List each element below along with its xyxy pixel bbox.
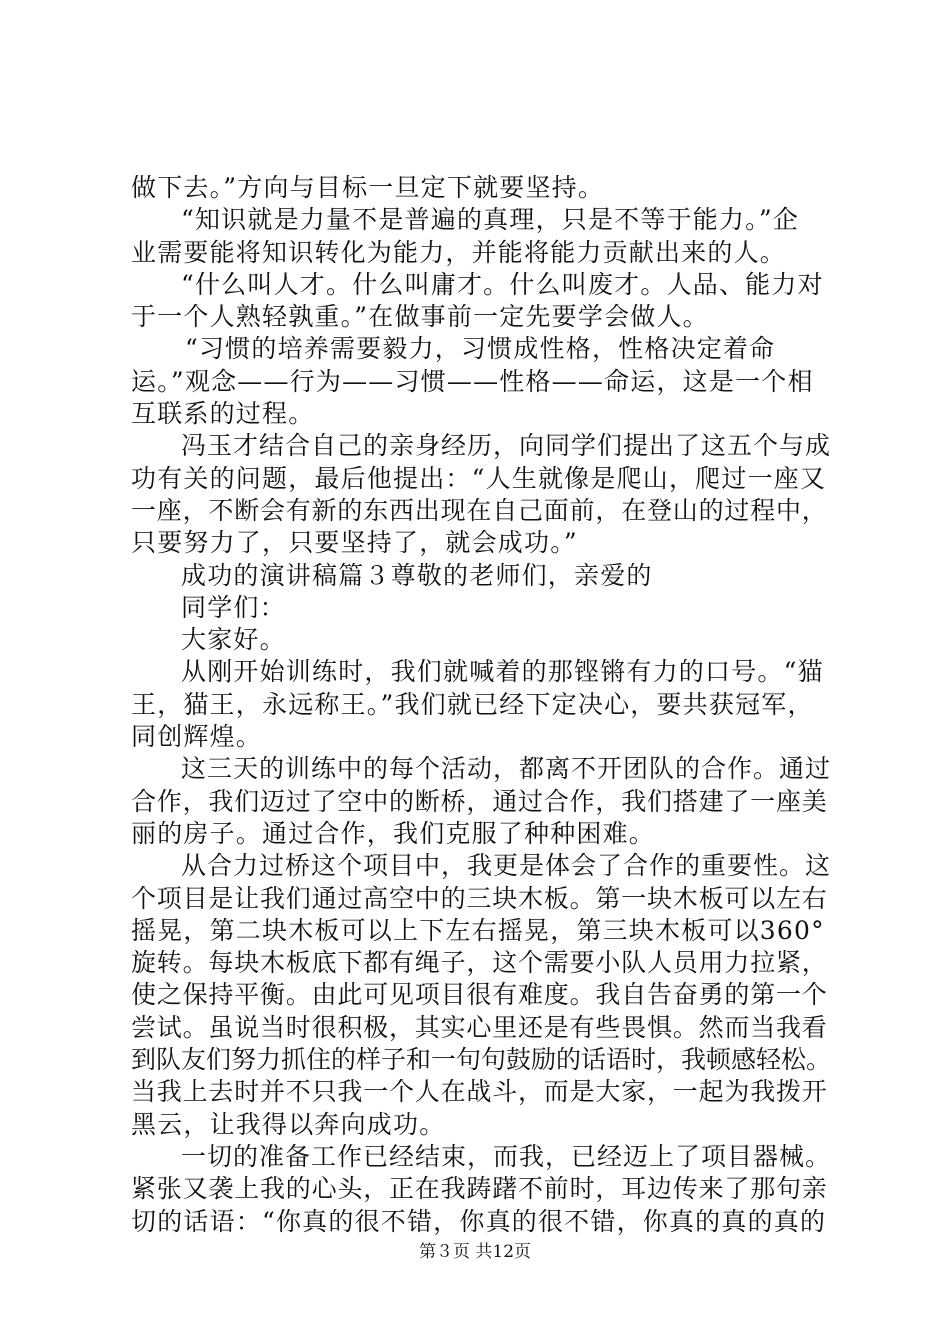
text-line: 王，猫王，永远称王。”我们就已经下定决心，要共获冠军， (131, 689, 814, 719)
text-line: 尝试。虽说当时很积极，其实心里还是有些畏惧。然而当我看 (131, 1012, 828, 1042)
text-line: 大家好。 (181, 625, 286, 655)
text-line: 业需要能将知识转化为能力，并能将能力贡献出来的人。 (131, 237, 787, 267)
text-line: 紧张又袭上我的心头，正在我踌躇不前时，耳边传来了那句亲 (131, 1174, 828, 1204)
text-line: 运。”观念——行为——习惯——性格——命运，这是一个相 (131, 366, 814, 396)
text-line: 切的话语：“你真的很不错，你真的很不错，你真的真的真的 (131, 1206, 827, 1236)
text-line: 摇晃，第二块木板可以上下左右摇晃，第三块木板可以360° (131, 915, 825, 945)
text-line: “什么叫人才。什么叫庸才。什么叫废才。人品、能力对 (181, 269, 824, 299)
text-line: 做下去。”方向与目标一旦定下就要坚持。 (131, 173, 605, 202)
text-line: 只要努力了，只要坚持了，就会成功。” (131, 528, 578, 558)
text-line: 冯玉才结合自己的亲身经历，向同学们提出了这五个与成 (181, 431, 832, 461)
text-line: 丽的房子。通过合作，我们克服了种种困难。 (131, 818, 656, 848)
text-line: “知识就是力量不是普遍的真理，只是不等于能力。”企 (181, 205, 800, 235)
text-line: 互联系的过程。 (131, 399, 315, 429)
text-line: 到队友们努力抓住的样子和一句句鼓励的话语时，我顿感轻松。 (131, 1045, 832, 1075)
text-line: 个项目是让我们通过高空中的三块木板。第一块木板可以左右 (131, 883, 828, 913)
document-body (131, 172, 831, 1238)
text-line: “习惯的培养需要毅力，习惯成性格，性格决定着命 (185, 334, 776, 364)
text-line: 成功的演讲稿篇３尊敬的老师们，亲爱的 (181, 560, 653, 590)
page-footer: 第３页 共12页 (418, 1242, 532, 1262)
text-line: 旋转。每块木板底下都有绳子，这个需要小队人员用力拉紧， (131, 948, 828, 978)
text-line: 使之保持平衡。由此可见项目很有难度。我自告奋勇的第一个 (131, 980, 828, 1010)
text-line: 同学们： (181, 592, 286, 622)
text-line: 合作，我们迈过了空中的断桥，通过合作，我们搭建了一座美 (131, 786, 828, 816)
text-line: 黑云，让我得以奔向成功。 (131, 1109, 446, 1139)
text-line: 这三天的训练中的每个活动，都离不开团队的合作。通过 (181, 754, 832, 784)
text-line: 于一个人熟轻孰重。”在做事前一定先要学会做人。 (131, 302, 709, 332)
text-line: 一切的准备工作已经结束，而我，已经迈上了项目器械。 (181, 1141, 832, 1171)
text-line: 当我上去时并不只我一个人在战斗，而是大家，一起为我拨开 (131, 1077, 828, 1107)
text-line: 功有关的问题，最后他提出：“人生就像是爬山，爬过一座又 (131, 463, 827, 493)
text-line: 一座，不断会有新的东西出现在自己面前，在登山的过程中， (131, 495, 828, 525)
text-line: 从刚开始训练时，我们就喊着的那铿锵有力的口号。“猫 (181, 657, 824, 687)
text-line: 同创辉煌。 (131, 722, 263, 752)
text-line: 从合力过桥这个项目中，我更是体会了合作的重要性。这 (181, 851, 832, 881)
